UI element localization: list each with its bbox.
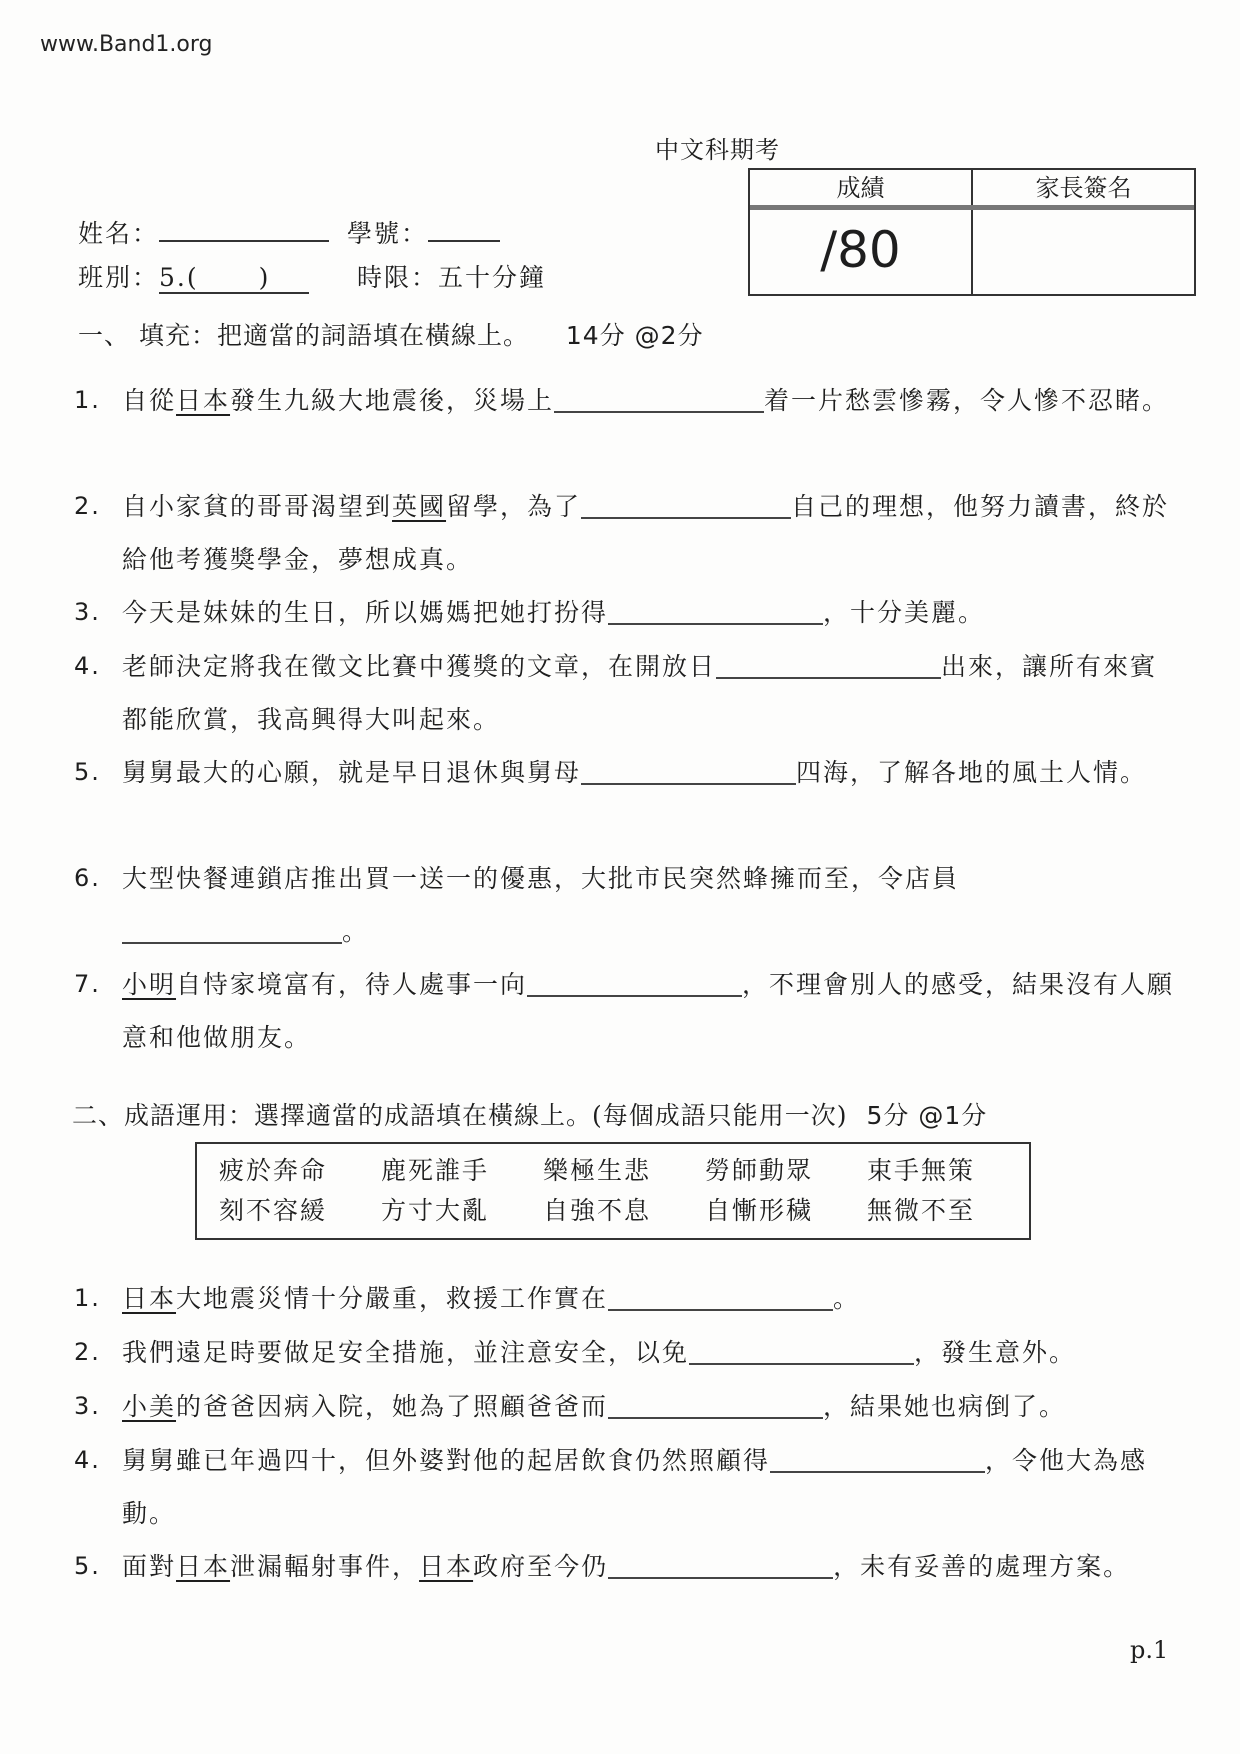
section1-question-3: 3. 今天是妹妹的生日，所以媽媽把她打扮得 ，十分美麗。 xyxy=(74,586,1184,639)
idiom: 方寸大亂 xyxy=(381,1196,490,1225)
class-label: 班別： xyxy=(78,263,160,292)
section2-question-3: 3. 小美的爸爸因病入院，她為了照顧爸爸而 ，結果她也病倒了。 xyxy=(74,1380,1184,1433)
parent-signature-label: 家長簽名 xyxy=(1035,174,1132,202)
section2-marks: 5分 @1分 xyxy=(866,1101,988,1130)
section2-question-5: 5. 面對日本泄漏輻射事件，日本政府至今仍 ，未有妥善的處理方案。 xyxy=(74,1540,1184,1593)
answer-blank[interactable] xyxy=(689,1333,914,1365)
name-row xyxy=(78,214,500,250)
answer-blank[interactable] xyxy=(608,1387,823,1419)
section1-question-2: 2. 自小家貧的哥哥渴望到英國留學，為了 自己的理想，他努力讀書，終於給他考獲獎學金，夢想成真。 xyxy=(74,480,1184,586)
answer-blank[interactable] xyxy=(581,753,796,785)
idiom: 自慚形穢 xyxy=(705,1196,814,1225)
section2-question-1: 1. 日本大地震災情十分嚴重，救援工作實在 。 xyxy=(74,1272,1184,1325)
section1-marks: 14分 @2分 xyxy=(565,321,704,350)
answer-blank[interactable] xyxy=(581,487,791,519)
section2-question-2: 2. 我們遠足時要做足安全措施，並注意安全，以免 ，發生意外。 xyxy=(74,1326,1184,1379)
name-field[interactable] xyxy=(159,214,329,242)
idiom: 自強不息 xyxy=(543,1196,652,1225)
idiom: 刻不容緩 xyxy=(219,1196,328,1225)
exam-title: 中文科期考 xyxy=(655,136,780,164)
score-value: /80 xyxy=(750,210,973,294)
time-limit: 時限：五十分鐘 xyxy=(356,263,546,292)
page-number: p.1 xyxy=(1130,1636,1169,1664)
answer-blank[interactable] xyxy=(716,647,941,679)
idiom-box xyxy=(195,1142,1031,1240)
score-box-header xyxy=(750,170,1194,210)
score-box xyxy=(748,168,1196,296)
site-watermark: www.Band1.org xyxy=(40,32,213,57)
section1-title: 一、 填充：把適當的詞語填在橫線上。 xyxy=(78,321,529,350)
student-no-field[interactable] xyxy=(428,214,500,242)
answer-blank[interactable] xyxy=(770,1441,985,1473)
idiom: 無微不至 xyxy=(867,1196,976,1225)
name-label: 姓名： xyxy=(78,219,160,248)
idiom: 樂極生悲 xyxy=(543,1156,652,1185)
section1-question-5: 5. 舅舅最大的心願，就是早日退休與舅母 四海，了解各地的風土人情。 xyxy=(74,746,1184,799)
score-box-body xyxy=(750,210,1194,294)
section2-question-4: 4. 舅舅雖已年過四十，但外婆對他的起居飲食仍然照顧得 ，令他大為感動。 xyxy=(74,1434,1184,1540)
section1-heading xyxy=(78,316,704,352)
parent-signature-cell[interactable] xyxy=(973,210,1194,294)
answer-blank[interactable] xyxy=(608,1279,833,1311)
student-no-label: 學號： xyxy=(346,219,428,248)
idiom: 勞師動眾 xyxy=(705,1156,814,1185)
idiom: 鹿死誰手 xyxy=(381,1156,490,1185)
section1-question-4: 4. 老師決定將我在徵文比賽中獲獎的文章，在開放日 出來，讓所有來賓都能欣賞，我高興得大叫起來。 xyxy=(74,640,1184,746)
idiom: 束手無策 xyxy=(867,1156,976,1185)
idiom: 疲於奔命 xyxy=(219,1156,328,1185)
section1-question-1: 1. 自從日本發生九級大地震後，災場上 着一片愁雲慘霧，令人慘不忍睹。 xyxy=(74,374,1184,427)
class-row xyxy=(78,258,546,294)
answer-blank[interactable] xyxy=(527,965,742,997)
section1-question-7: 7. 小明自恃家境富有，待人處事一向 ，不理會別人的感受，結果沒有人願意和他做朋友。 xyxy=(74,958,1184,1064)
section2-heading xyxy=(72,1096,987,1132)
answer-blank[interactable] xyxy=(608,1547,833,1579)
class-field[interactable]: 5.( ) xyxy=(159,263,309,294)
answer-blank[interactable] xyxy=(554,381,764,413)
answer-blank[interactable] xyxy=(608,593,823,625)
section1-question-6: 6. 大型快餐連鎖店推出買一送一的優惠，大批市民突然蜂擁而至，令店員 。 xyxy=(74,864,960,946)
section2-title: 二、成語運用：選擇適當的成語填在橫線上。(每個成語只能用一次) xyxy=(72,1101,848,1130)
answer-blank[interactable] xyxy=(122,912,342,944)
score-label: 成績 xyxy=(750,170,973,205)
